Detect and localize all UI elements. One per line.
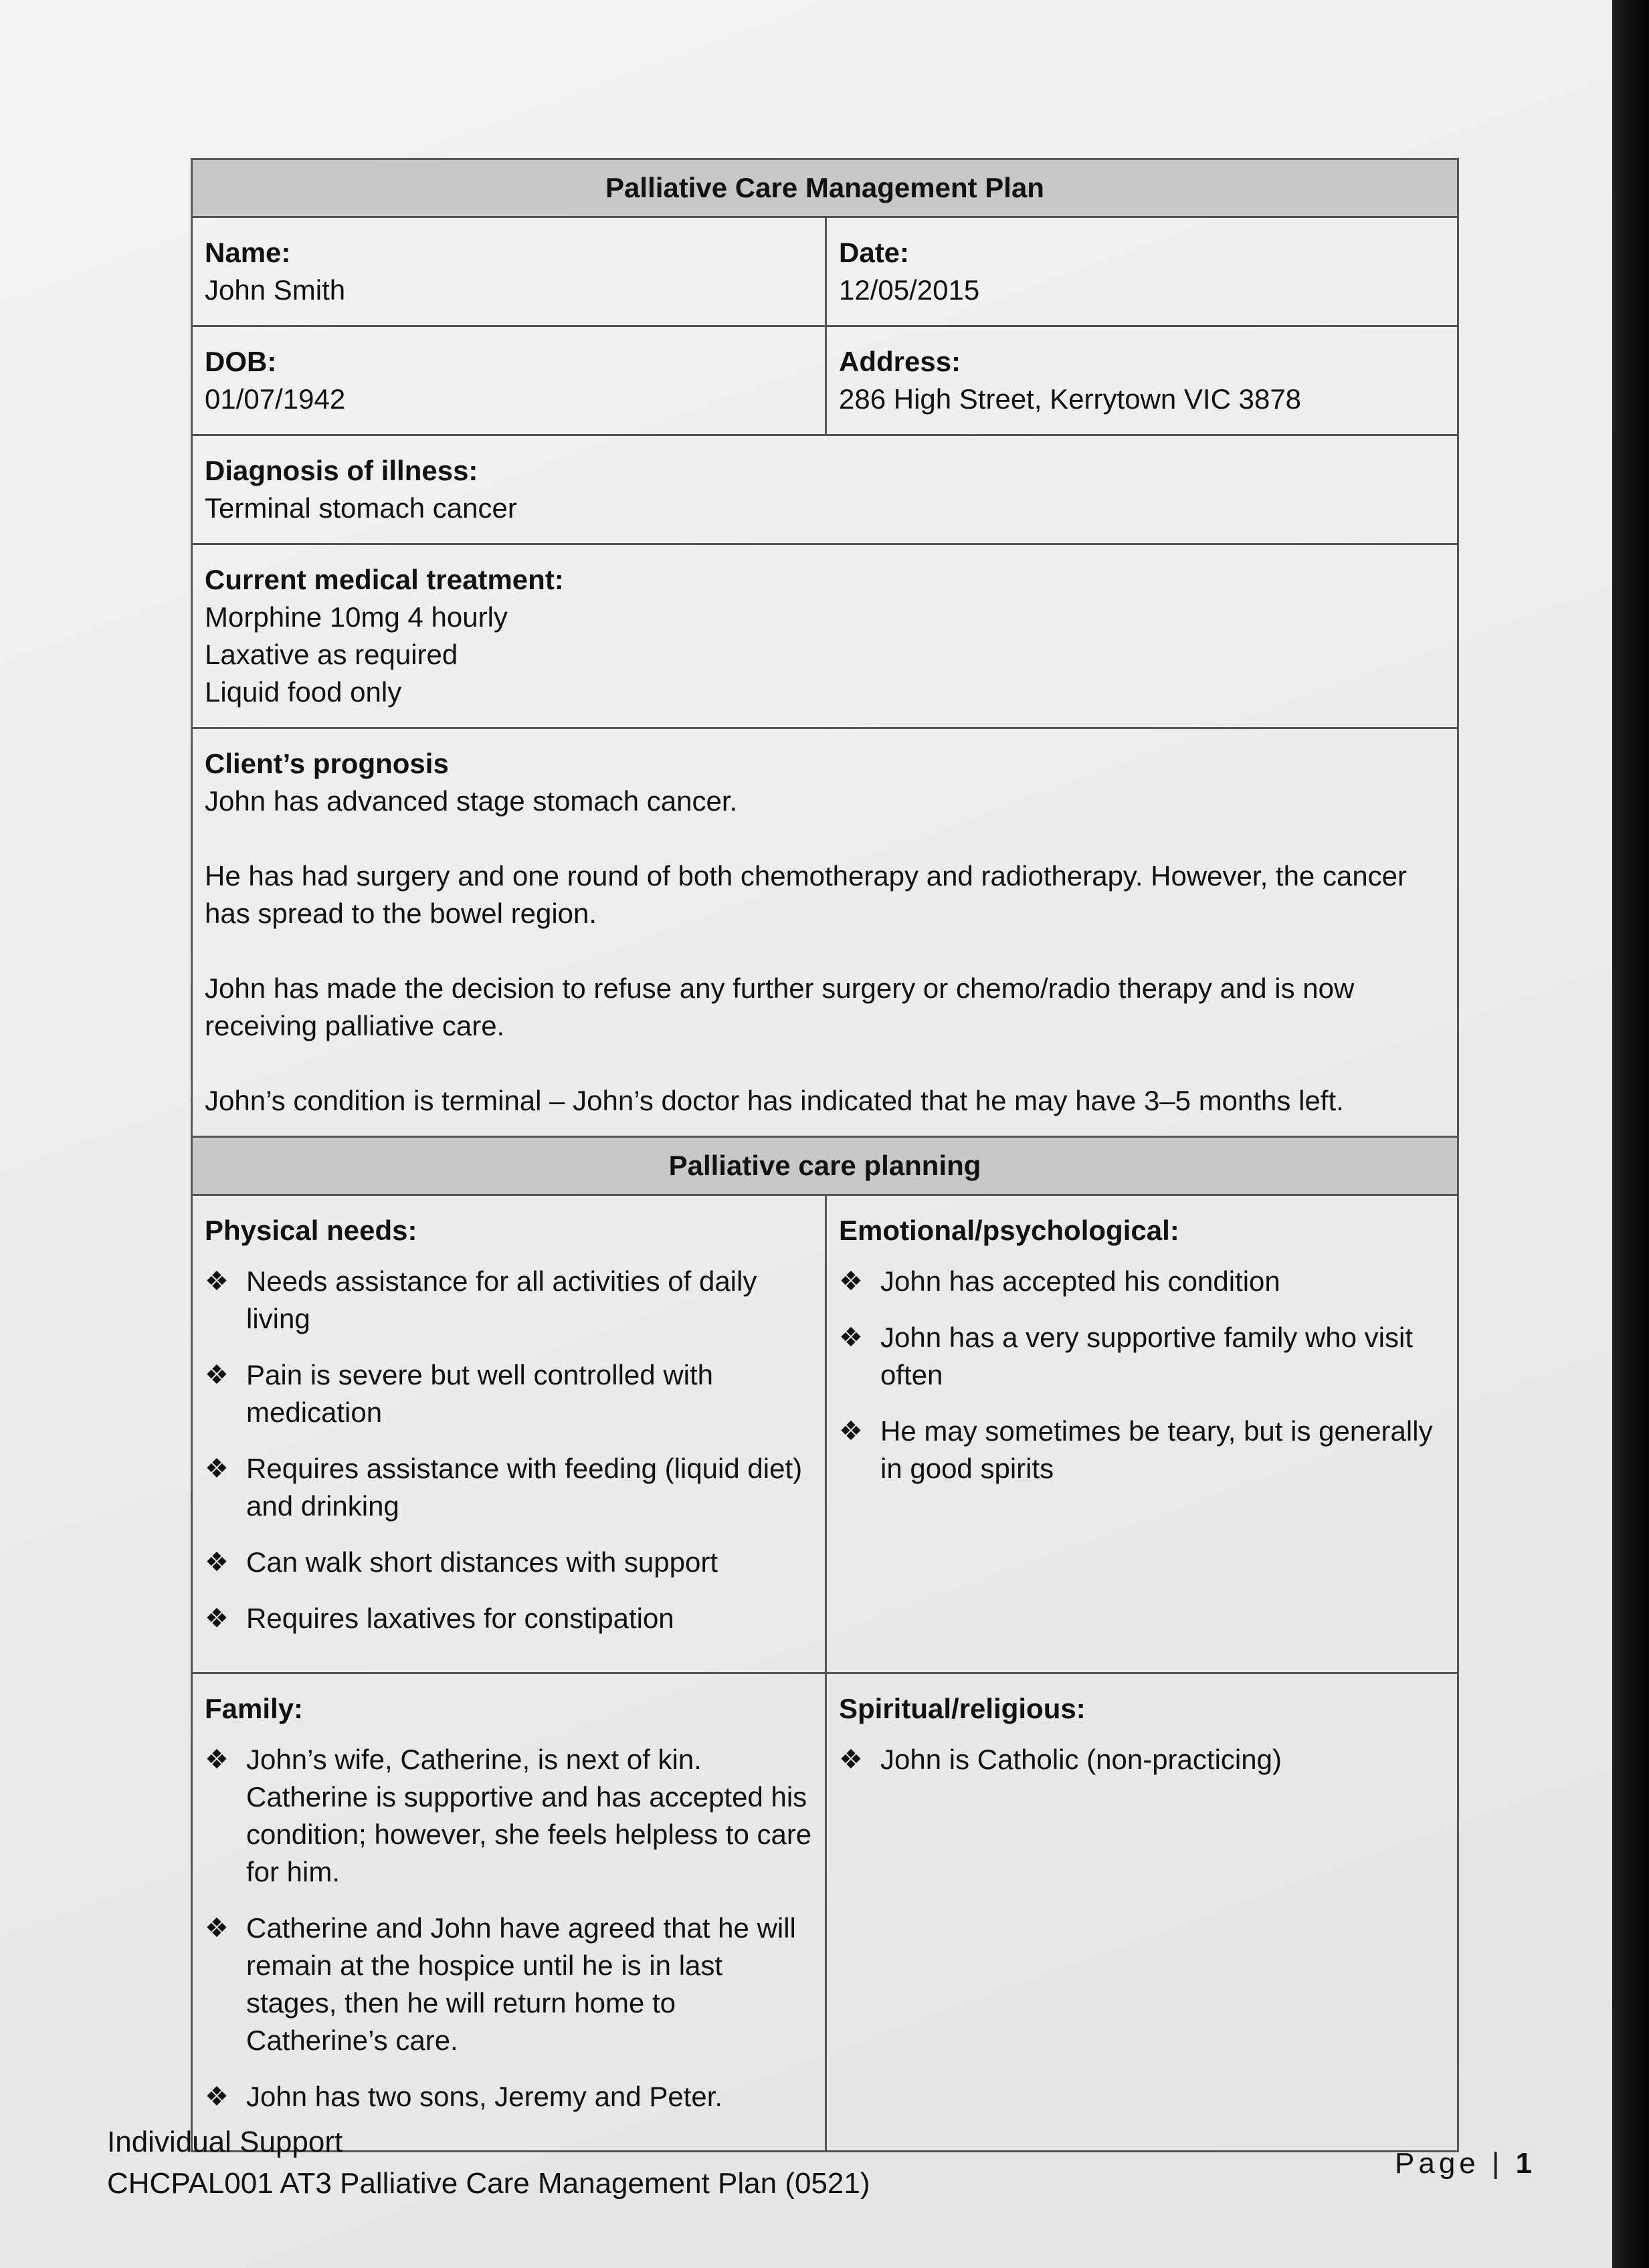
list-item-text: Needs assistance for all activities of daily living — [246, 1265, 757, 1334]
spiritual-label: Spiritual/religious: — [839, 1693, 1086, 1724]
bullet-icon: ❖ — [205, 1548, 229, 1577]
diagnosis-value: Terminal stomach cancer — [205, 492, 517, 524]
dob-label: DOB: — [205, 346, 277, 377]
bullet-icon: ❖ — [205, 1267, 229, 1296]
list-item-text: John is Catholic (non-practicing) — [880, 1744, 1282, 1775]
emotional-label: Emotional/psychological: — [839, 1215, 1179, 1246]
address-label: Address: — [839, 346, 961, 377]
list-item — [205, 2078, 813, 2116]
list-item-text: Can walk short distances with support — [246, 1546, 718, 1578]
date-label: Date: — [839, 237, 910, 268]
list-item-text: Requires laxatives for constipation — [246, 1603, 674, 1634]
list-item — [205, 1263, 813, 1338]
list-item — [839, 1413, 1445, 1487]
list-item — [205, 1600, 813, 1637]
spiritual-list — [839, 1741, 1445, 1778]
emotional-list — [839, 1263, 1445, 1487]
date-cell — [825, 218, 1457, 325]
list-item — [839, 1319, 1445, 1394]
prognosis-paragraph: John has advanced stage stomach cancer. — [205, 785, 738, 817]
name-date-row — [193, 218, 1457, 327]
bullet-icon: ❖ — [205, 2082, 229, 2111]
list-item — [839, 1263, 1445, 1300]
plan-title: Palliative Care Management Plan — [193, 160, 1457, 218]
list-item — [205, 1544, 813, 1581]
list-item-text: Catherine and John have agreed that he will remain at the hospice until he is in last stages, then he will return home to Catherine’s care. — [246, 1912, 796, 2056]
treatment-line: Liquid food only — [205, 676, 402, 708]
page-number — [1395, 2147, 1532, 2180]
physical-needs-label: Physical needs: — [205, 1215, 417, 1246]
list-item-text: John has accepted his condition — [880, 1265, 1280, 1297]
emotional-cell — [825, 1196, 1457, 1672]
device-bezel — [1612, 0, 1649, 2268]
name-cell — [193, 218, 825, 325]
bullet-icon: ❖ — [839, 1745, 863, 1774]
list-item — [205, 1741, 813, 1891]
list-item-text: Pain is severe but well controlled with medication — [246, 1359, 714, 1428]
footer-course: Individual Support — [107, 2126, 343, 2158]
family-list — [205, 1741, 813, 2116]
bullet-icon: ❖ — [205, 1745, 229, 1774]
care-plan-table — [191, 158, 1459, 2152]
address-cell — [825, 327, 1457, 434]
list-item — [205, 1356, 813, 1431]
list-item-text: Requires assistance with feeding (liquid diet) and drinking — [246, 1453, 803, 1522]
bullet-icon: ❖ — [839, 1417, 863, 1446]
diagnosis-cell — [193, 436, 1457, 543]
list-item-text: John has two sons, Jeremy and Peter. — [246, 2081, 723, 2112]
list-item-text: John’s wife, Catherine, is next of kin. Catherine is supportive and has accepted his condition; however, she feels helpless to care for him. — [246, 1744, 812, 1887]
address-value: 286 High Street, Kerrytown VIC 3878 — [839, 383, 1302, 415]
dob-address-row — [193, 327, 1457, 436]
footer-document-code: CHCPAL001 AT3 Palliative Care Management Plan (0521) — [107, 2167, 870, 2200]
treatment-line: Laxative as required — [205, 639, 458, 670]
physical-needs-cell — [193, 1196, 825, 1672]
list-item — [839, 1741, 1445, 1778]
treatment-line: Morphine 10mg 4 hourly — [205, 601, 508, 633]
page-label: Page | — [1395, 2147, 1504, 2180]
physical-emotional-row — [193, 1196, 1457, 1674]
treatment-label: Current medical treatment: — [205, 564, 564, 595]
treatment-row — [193, 545, 1457, 729]
diagnosis-row — [193, 436, 1457, 545]
prognosis-paragraph: He has had surgery and one round of both chemotherapy and radiotherapy. However, the cancer has spread to the bowel region. — [205, 860, 1408, 929]
document-footer — [107, 2122, 870, 2204]
dob-value: 01/07/1942 — [205, 383, 346, 415]
name-label: Name: — [205, 237, 291, 268]
date-value: 12/05/2015 — [839, 274, 980, 306]
prognosis-cell — [193, 729, 1457, 1136]
diagnosis-label: Diagnosis of illness: — [205, 455, 478, 486]
prognosis-paragraph: John has made the decision to refuse any further surgery or chemo/radio therapy and is now receiving palliative care. — [205, 972, 1355, 1041]
list-item — [205, 1910, 813, 2059]
family-spiritual-row — [193, 1674, 1457, 2150]
bullet-icon: ❖ — [205, 1454, 229, 1483]
planning-title: Palliative care planning — [193, 1138, 1457, 1196]
family-cell — [193, 1674, 825, 2150]
list-item-text: John has a very supportive family who visit often — [880, 1322, 1414, 1390]
spiritual-cell — [825, 1674, 1457, 2150]
page-number-value: 1 — [1515, 2147, 1533, 2180]
bullet-icon: ❖ — [205, 1604, 229, 1633]
prognosis-paragraph: John’s condition is terminal – John’s doctor has indicated that he may have 3–5 months left. — [205, 1085, 1344, 1116]
list-item — [205, 1450, 813, 1525]
bullet-icon: ❖ — [205, 1360, 229, 1390]
physical-needs-list — [205, 1263, 813, 1637]
prognosis-label: Client’s prognosis — [205, 748, 449, 779]
bullet-icon: ❖ — [839, 1323, 863, 1352]
list-item-text: He may sometimes be teary, but is generally in good spirits — [880, 1415, 1433, 1484]
name-value: John Smith — [205, 274, 346, 306]
bullet-icon: ❖ — [839, 1267, 863, 1296]
prognosis-row — [193, 729, 1457, 1138]
bullet-icon: ❖ — [205, 1914, 229, 1943]
treatment-cell — [193, 545, 1457, 727]
dob-cell — [193, 327, 825, 434]
family-label: Family: — [205, 1693, 304, 1724]
